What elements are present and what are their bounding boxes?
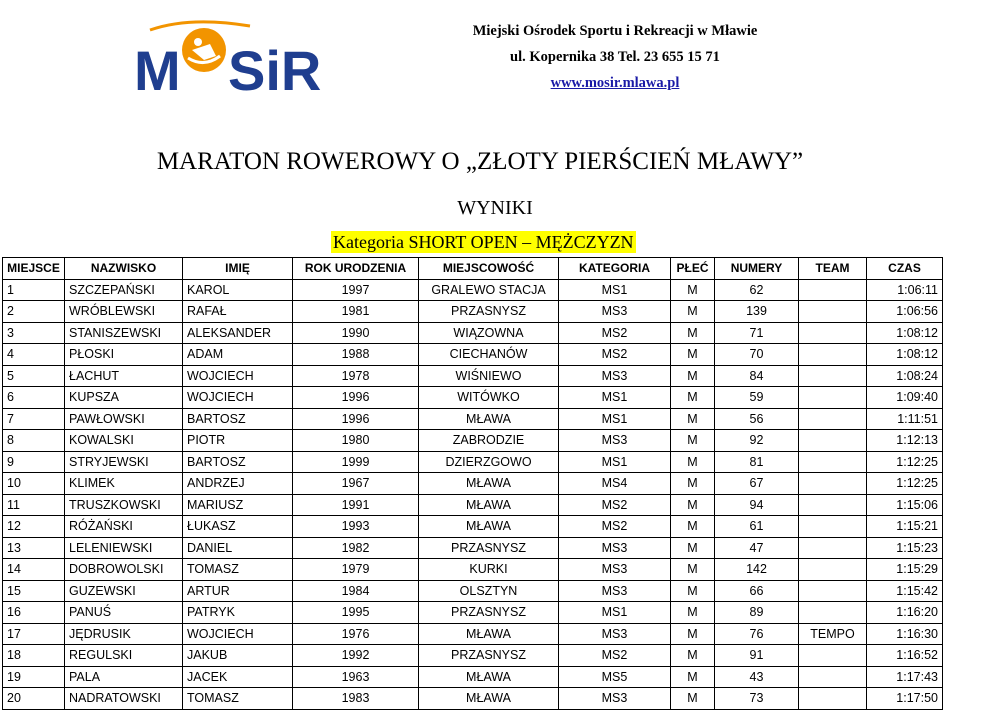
cell-number: 81 xyxy=(715,451,799,473)
cell-team xyxy=(799,537,867,559)
cell-birth-year: 1976 xyxy=(293,623,419,645)
cell-name: PATRYK xyxy=(183,602,293,624)
cell-name: ALEKSANDER xyxy=(183,322,293,344)
cell-number: 67 xyxy=(715,473,799,495)
cell-time: 1:06:56 xyxy=(867,301,943,323)
cell-time: 1:16:52 xyxy=(867,645,943,667)
cell-category: MS2 xyxy=(559,344,671,366)
cell-team xyxy=(799,387,867,409)
col-header-birth-year: ROK URODZENIA xyxy=(293,258,419,280)
cell-number: 70 xyxy=(715,344,799,366)
table-row xyxy=(3,623,943,645)
cell-place: 15 xyxy=(3,580,65,602)
cell-town: MŁAWA xyxy=(419,623,559,645)
cell-number: 84 xyxy=(715,365,799,387)
cell-name: RAFAŁ xyxy=(183,301,293,323)
cell-team xyxy=(799,279,867,301)
results-table xyxy=(2,257,943,710)
org-name: Miejski Ośrodek Sportu i Rekreacji w Mławie xyxy=(472,23,758,39)
cell-team xyxy=(799,430,867,452)
cell-name: ŁUKASZ xyxy=(183,516,293,538)
svg-text:SiR: SiR xyxy=(228,39,322,102)
org-address: ul. Kopernika 38 Tel. 23 655 15 71 xyxy=(510,49,720,65)
cell-category: MS5 xyxy=(559,666,671,688)
table-row xyxy=(3,602,943,624)
cell-surname: STANISZEWSKI xyxy=(65,322,183,344)
cell-category: MS2 xyxy=(559,516,671,538)
cell-sex: M xyxy=(671,494,715,516)
cell-birth-year: 1982 xyxy=(293,537,419,559)
cell-place: 3 xyxy=(3,322,65,344)
cell-sex: M xyxy=(671,451,715,473)
cell-team xyxy=(799,301,867,323)
cell-name: DANIEL xyxy=(183,537,293,559)
col-header-time: CZAS xyxy=(867,258,943,280)
cell-town: MŁAWA xyxy=(419,666,559,688)
cell-town: PRZASNYSZ xyxy=(419,602,559,624)
cell-surname: RÓŻAŃSKI xyxy=(65,516,183,538)
cell-town: GRALEWO STACJA xyxy=(419,279,559,301)
cell-place: 13 xyxy=(3,537,65,559)
logo-lettering: M xyxy=(134,39,181,102)
cell-time: 1:15:06 xyxy=(867,494,943,516)
table-row xyxy=(3,344,943,366)
cell-birth-year: 1995 xyxy=(293,602,419,624)
table-row xyxy=(3,408,943,430)
cell-surname: NADRATOWSKI xyxy=(65,688,183,710)
cell-place: 4 xyxy=(3,344,65,366)
cell-number: 76 xyxy=(715,623,799,645)
cell-time: 1:09:40 xyxy=(867,387,943,409)
cell-place: 17 xyxy=(3,623,65,645)
table-row xyxy=(3,666,943,688)
table-row xyxy=(3,688,943,710)
cell-category: MS3 xyxy=(559,559,671,581)
cell-name: TOMASZ xyxy=(183,688,293,710)
cell-number: 89 xyxy=(715,602,799,624)
cell-surname: KLIMEK xyxy=(65,473,183,495)
cell-sex: M xyxy=(671,365,715,387)
table-row xyxy=(3,559,943,581)
col-header-town: MIEJSCOWOŚĆ xyxy=(419,258,559,280)
cell-birth-year: 1997 xyxy=(293,279,419,301)
cell-birth-year: 1991 xyxy=(293,494,419,516)
cell-town: DZIERZGOWO xyxy=(419,451,559,473)
cell-time: 1:06:11 xyxy=(867,279,943,301)
table-header-row xyxy=(3,258,943,280)
cell-team xyxy=(799,451,867,473)
category-label: Kategoria SHORT OPEN – MĘŻCZYZN xyxy=(333,232,634,252)
cell-town: KURKI xyxy=(419,559,559,581)
cell-town: WITÓWKO xyxy=(419,387,559,409)
cell-name: PIOTR xyxy=(183,430,293,452)
results-body xyxy=(3,279,943,709)
cell-name: WOJCIECH xyxy=(183,365,293,387)
cell-name: ADAM xyxy=(183,344,293,366)
cell-category: MS1 xyxy=(559,602,671,624)
col-header-place: MIEJSCE xyxy=(3,258,65,280)
cell-town: PRZASNYSZ xyxy=(419,537,559,559)
table-row xyxy=(3,322,943,344)
cell-surname: SZCZEPAŃSKI xyxy=(65,279,183,301)
cell-place: 11 xyxy=(3,494,65,516)
cell-surname: PAWŁOWSKI xyxy=(65,408,183,430)
cell-place: 1 xyxy=(3,279,65,301)
cell-surname: JĘDRUSIK xyxy=(65,623,183,645)
cell-town: WIŚNIEWO xyxy=(419,365,559,387)
col-header-sex: PŁEĆ xyxy=(671,258,715,280)
cell-number: 71 xyxy=(715,322,799,344)
cell-town: CIECHANÓW xyxy=(419,344,559,366)
cell-place: 8 xyxy=(3,430,65,452)
cell-town: MŁAWA xyxy=(419,516,559,538)
cell-time: 1:16:20 xyxy=(867,602,943,624)
cell-birth-year: 1967 xyxy=(293,473,419,495)
cell-sex: M xyxy=(671,344,715,366)
cell-sex: M xyxy=(671,430,715,452)
org-website-link[interactable]: www.mosir.mlawa.pl xyxy=(550,75,680,91)
cell-team xyxy=(799,602,867,624)
table-row xyxy=(3,451,943,473)
cell-birth-year: 1981 xyxy=(293,301,419,323)
cell-category: MS3 xyxy=(559,688,671,710)
cell-birth-year: 1988 xyxy=(293,344,419,366)
col-header-number: NUMERY xyxy=(715,258,799,280)
cell-place: 14 xyxy=(3,559,65,581)
cell-category: MS3 xyxy=(559,430,671,452)
cell-name: BARTOSZ xyxy=(183,451,293,473)
cell-name: ANDRZEJ xyxy=(183,473,293,495)
cell-time: 1:17:43 xyxy=(867,666,943,688)
cell-number: 56 xyxy=(715,408,799,430)
cell-sex: M xyxy=(671,322,715,344)
cell-number: 66 xyxy=(715,580,799,602)
cell-town: PRZASNYSZ xyxy=(419,301,559,323)
cell-number: 142 xyxy=(715,559,799,581)
col-header-team: TEAM xyxy=(799,258,867,280)
cell-sex: M xyxy=(671,537,715,559)
cell-birth-year: 1963 xyxy=(293,666,419,688)
cell-surname: ŁACHUT xyxy=(65,365,183,387)
col-header-category: KATEGORIA xyxy=(559,258,671,280)
cell-time: 1:08:12 xyxy=(867,322,943,344)
cell-number: 47 xyxy=(715,537,799,559)
mosir-logo xyxy=(130,12,322,102)
col-header-name: IMIĘ xyxy=(183,258,293,280)
cell-town: MŁAWA xyxy=(419,473,559,495)
cell-town: OLSZTYN xyxy=(419,580,559,602)
table-row xyxy=(3,365,943,387)
cell-name: MARIUSZ xyxy=(183,494,293,516)
cell-name: ARTUR xyxy=(183,580,293,602)
cell-time: 1:12:25 xyxy=(867,473,943,495)
cell-birth-year: 1999 xyxy=(293,451,419,473)
page-title: MARATON ROWEROWY O „ZŁOTY PIERŚCIEŃ MŁAWY” xyxy=(156,148,804,175)
cell-team xyxy=(799,645,867,667)
cell-birth-year: 1996 xyxy=(293,408,419,430)
results-heading: WYNIKI xyxy=(457,197,533,219)
cell-birth-year: 1992 xyxy=(293,645,419,667)
cell-place: 19 xyxy=(3,666,65,688)
cell-time: 1:15:23 xyxy=(867,537,943,559)
cell-team xyxy=(799,516,867,538)
cell-team xyxy=(799,580,867,602)
cell-category: MS3 xyxy=(559,365,671,387)
cell-category: MS4 xyxy=(559,473,671,495)
cell-town: PRZASNYSZ xyxy=(419,645,559,667)
cell-birth-year: 1978 xyxy=(293,365,419,387)
cell-team xyxy=(799,688,867,710)
cell-time: 1:12:25 xyxy=(867,451,943,473)
cell-place: 7 xyxy=(3,408,65,430)
cell-team xyxy=(799,365,867,387)
cell-number: 91 xyxy=(715,645,799,667)
cell-team xyxy=(799,666,867,688)
cell-town: MŁAWA xyxy=(419,408,559,430)
cell-name: JACEK xyxy=(183,666,293,688)
cell-team xyxy=(799,473,867,495)
cell-place: 12 xyxy=(3,516,65,538)
cell-number: 62 xyxy=(715,279,799,301)
table-row xyxy=(3,645,943,667)
cell-team xyxy=(799,408,867,430)
table-row xyxy=(3,473,943,495)
cell-time: 1:08:12 xyxy=(867,344,943,366)
cell-surname: WRÓBLEWSKI xyxy=(65,301,183,323)
cell-name: WOJCIECH xyxy=(183,387,293,409)
cell-team: TEMPO xyxy=(799,623,867,645)
cell-place: 9 xyxy=(3,451,65,473)
cell-category: MS3 xyxy=(559,537,671,559)
cell-town: MŁAWA xyxy=(419,688,559,710)
cell-category: MS1 xyxy=(559,387,671,409)
cell-time: 1:12:13 xyxy=(867,430,943,452)
organization-info xyxy=(380,18,850,96)
cell-surname: GUZEWSKI xyxy=(65,580,183,602)
cell-surname: DOBROWOLSKI xyxy=(65,559,183,581)
cell-place: 6 xyxy=(3,387,65,409)
cell-number: 94 xyxy=(715,494,799,516)
cell-time: 1:15:29 xyxy=(867,559,943,581)
cell-number: 139 xyxy=(715,301,799,323)
cell-town: MŁAWA xyxy=(419,494,559,516)
cell-name: BARTOSZ xyxy=(183,408,293,430)
cell-surname: KUPSZA xyxy=(65,387,183,409)
cell-surname: PALA xyxy=(65,666,183,688)
cell-number: 92 xyxy=(715,430,799,452)
cell-place: 20 xyxy=(3,688,65,710)
table-row xyxy=(3,516,943,538)
cell-sex: M xyxy=(671,645,715,667)
cell-time: 1:15:21 xyxy=(867,516,943,538)
cell-surname: STRYJEWSKI xyxy=(65,451,183,473)
cell-surname: PŁOSKI xyxy=(65,344,183,366)
cell-category: MS2 xyxy=(559,494,671,516)
table-row xyxy=(3,537,943,559)
cell-town: WIĄZOWNA xyxy=(419,322,559,344)
cell-sex: M xyxy=(671,688,715,710)
cell-time: 1:16:30 xyxy=(867,623,943,645)
cell-team xyxy=(799,494,867,516)
cell-birth-year: 1983 xyxy=(293,688,419,710)
cell-number: 43 xyxy=(715,666,799,688)
cell-sex: M xyxy=(671,623,715,645)
cell-sex: M xyxy=(671,666,715,688)
cell-category: MS3 xyxy=(559,301,671,323)
cell-birth-year: 1979 xyxy=(293,559,419,581)
cell-name: TOMASZ xyxy=(183,559,293,581)
table-row xyxy=(3,301,943,323)
cell-category: MS1 xyxy=(559,451,671,473)
cell-surname: KOWALSKI xyxy=(65,430,183,452)
cell-category: MS2 xyxy=(559,645,671,667)
cell-birth-year: 1990 xyxy=(293,322,419,344)
cell-sex: M xyxy=(671,559,715,581)
cell-sex: M xyxy=(671,580,715,602)
cell-name: WOJCIECH xyxy=(183,623,293,645)
cell-sex: M xyxy=(671,387,715,409)
cell-number: 73 xyxy=(715,688,799,710)
table-row xyxy=(3,580,943,602)
cell-name: KAROL xyxy=(183,279,293,301)
cell-time: 1:11:51 xyxy=(867,408,943,430)
cell-team xyxy=(799,559,867,581)
cell-surname: REGULSKI xyxy=(65,645,183,667)
cell-surname: LELENIEWSKI xyxy=(65,537,183,559)
cell-sex: M xyxy=(671,602,715,624)
cell-birth-year: 1993 xyxy=(293,516,419,538)
table-row xyxy=(3,494,943,516)
cell-birth-year: 1984 xyxy=(293,580,419,602)
cell-team xyxy=(799,322,867,344)
cell-birth-year: 1996 xyxy=(293,387,419,409)
cell-sex: M xyxy=(671,301,715,323)
table-row xyxy=(3,430,943,452)
cell-place: 5 xyxy=(3,365,65,387)
cell-team xyxy=(799,344,867,366)
cell-time: 1:08:24 xyxy=(867,365,943,387)
cell-time: 1:17:50 xyxy=(867,688,943,710)
cell-sex: M xyxy=(671,473,715,495)
cell-place: 16 xyxy=(3,602,65,624)
cell-sex: M xyxy=(671,516,715,538)
cell-surname: PANUŚ xyxy=(65,602,183,624)
cell-category: MS1 xyxy=(559,408,671,430)
table-row xyxy=(3,279,943,301)
cell-category: MS3 xyxy=(559,623,671,645)
cell-birth-year: 1980 xyxy=(293,430,419,452)
cell-category: MS2 xyxy=(559,322,671,344)
cell-surname: TRUSZKOWSKI xyxy=(65,494,183,516)
cell-time: 1:15:42 xyxy=(867,580,943,602)
cell-category: MS1 xyxy=(559,279,671,301)
col-header-surname: NAZWISKO xyxy=(65,258,183,280)
cell-number: 61 xyxy=(715,516,799,538)
cell-sex: M xyxy=(671,408,715,430)
cell-place: 2 xyxy=(3,301,65,323)
cell-place: 10 xyxy=(3,473,65,495)
cell-category: MS3 xyxy=(559,580,671,602)
cell-sex: M xyxy=(671,279,715,301)
cell-town: ZABRODZIE xyxy=(419,430,559,452)
cell-place: 18 xyxy=(3,645,65,667)
cell-number: 59 xyxy=(715,387,799,409)
table-row xyxy=(3,387,943,409)
cell-name: JAKUB xyxy=(183,645,293,667)
